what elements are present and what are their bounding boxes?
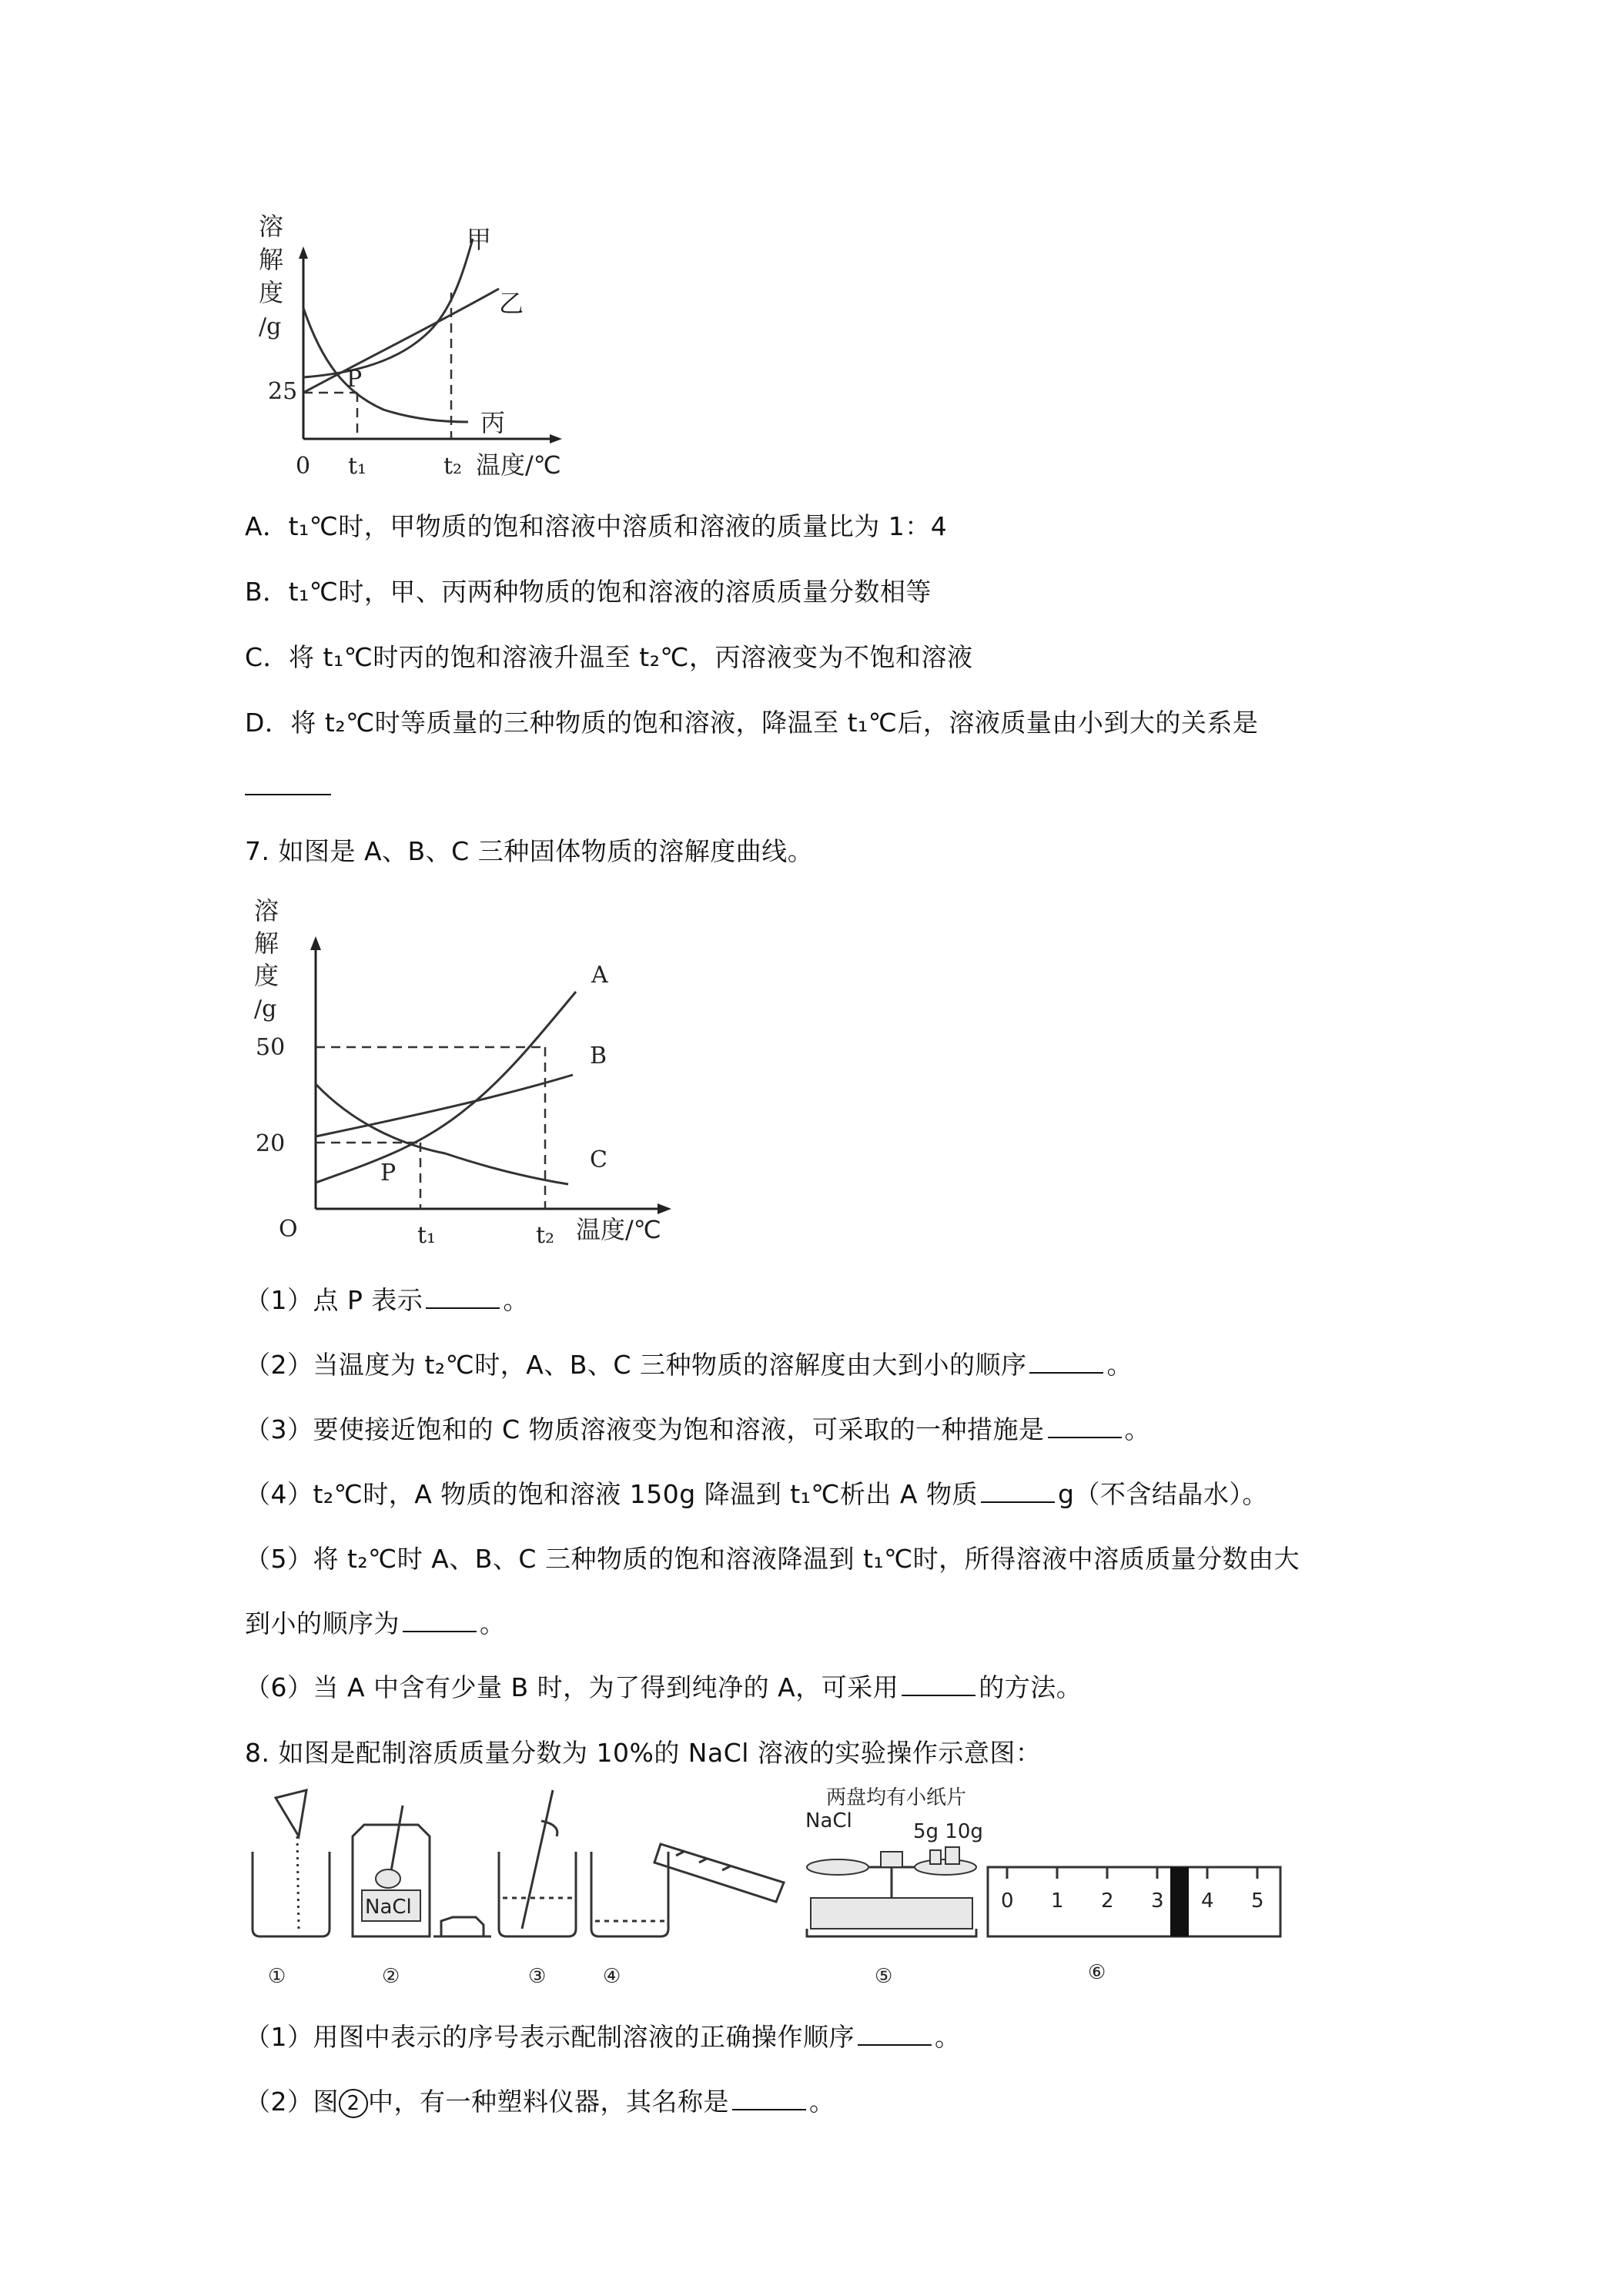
q7-sub3-blank[interactable]: [1048, 1414, 1122, 1438]
curve-jia: [303, 239, 473, 377]
q7-sub2-blank[interactable]: [1029, 1349, 1103, 1374]
q7-sub5-end: 。: [480, 1608, 506, 1638]
q8-sub2: [245, 2085, 835, 2119]
step5-balance: [805, 1786, 983, 1936]
chart2-series-c: C: [590, 1146, 607, 1173]
q7-sub2-text: （2）当温度为 t₂℃时，A、B、C 三种物质的溶解度由大到小的顺序: [245, 1350, 1027, 1380]
solubility-chart-2: [245, 892, 691, 1253]
chart1-origin: 0: [296, 453, 311, 480]
step-label-3: ③: [528, 1965, 547, 1988]
step3-beaker-stir: [499, 1790, 576, 1936]
experiment-figure: [245, 1782, 1292, 1990]
q7-sub2-end: 。: [1106, 1350, 1133, 1380]
chart1-ylabel-1: 溶: [259, 212, 284, 241]
chart2-series-a: A: [591, 962, 608, 989]
chart1-xlabel: 温度/℃: [476, 450, 561, 480]
step-label-1: ①: [268, 1965, 286, 1988]
q7-sub5-blank[interactable]: [403, 1608, 477, 1632]
chart1-ylabel-4: /g: [259, 313, 282, 340]
chart2-ytick-20: 20: [256, 1130, 286, 1157]
q7-stem: 7. 如图是 A、B、C 三种固体物质的溶解度曲线。: [245, 836, 814, 866]
q7-sub4: [245, 1478, 1268, 1511]
q7-sub6-end: 的方法。: [979, 1672, 1083, 1702]
solubility-chart-1: [245, 208, 599, 485]
chart2-xtick-t2: t₂: [536, 1222, 555, 1249]
ruler-1: 1: [1051, 1889, 1064, 1913]
chart2-series-b: B: [590, 1043, 607, 1069]
step1-beaker: [253, 1790, 330, 1936]
q7-sub6: [245, 1671, 1082, 1705]
step-label-4: ④: [603, 1965, 621, 1988]
step-label-6: ⑥: [1088, 1961, 1106, 1984]
q7-sub6-text: （6）当 A 中含有少量 B 时，为了得到纯净的 A，可采用: [245, 1672, 899, 1702]
chart2-origin: O: [279, 1216, 298, 1243]
curve-bing: [303, 308, 468, 422]
q8-sub2-end: 。: [809, 2087, 835, 2117]
chart2-xtick-t1: t₁: [417, 1222, 437, 1249]
step6-ruler: [988, 1867, 1280, 1936]
q7-sub4-blank[interactable]: [981, 1478, 1055, 1503]
q7-sub1-text: （1）点 P 表示: [245, 1285, 423, 1315]
chart2-ylabel-2: 解: [254, 929, 279, 958]
q8-sub1-text: （1）用图中表示的序号表示配制溶液的正确操作顺序: [245, 2022, 855, 2052]
q7-sub5-line2: [245, 1607, 506, 1641]
ruler-5: 5: [1251, 1889, 1264, 1913]
chart1-series-jia: 甲: [467, 225, 492, 254]
q7-sub5-line1: （5）将 t₂℃时 A、B、C 三种物质的饱和溶液降温到 t₁℃时，所得溶液中溶质质量分数由大: [245, 1544, 1300, 1574]
nacl-bottle-label: NaCl: [365, 1896, 412, 1919]
chart2-point-p: P: [380, 1160, 397, 1186]
chart2-xlabel: 温度/℃: [576, 1215, 661, 1244]
q7-sub3-text: （3）要使接近饱和的 C 物质溶液变为饱和溶液，可采取的一种措施是: [245, 1414, 1045, 1444]
q7-sub1-blank[interactable]: [426, 1284, 500, 1309]
circled-number-2: 2: [339, 2089, 368, 2118]
chart1-point-p: P: [346, 366, 363, 393]
q6-option-c: C．将 t₁℃时丙的饱和溶液升温至 t₂℃，丙溶液变为不饱和溶液: [245, 642, 973, 672]
step2-reagent-bottle: [353, 1806, 491, 1936]
q7-sub1: [245, 1284, 529, 1317]
q6-answer-blank[interactable]: [245, 794, 331, 795]
balance-weights: 5g 10g: [913, 1820, 983, 1843]
q8-sub2-text: （2）图: [245, 2087, 339, 2117]
step-label-2: ②: [382, 1965, 400, 1988]
q6-option-d: D．将 t₂℃时等质量的三种物质的饱和溶液，降温至 t₁℃后，溶液质量由小到大的关系是: [245, 708, 1259, 738]
ruler-4: 4: [1201, 1889, 1214, 1913]
q8-sub1: [245, 2020, 961, 2054]
q8-sub2-mid: 中，有一种塑料仪器，其名称是: [368, 2087, 729, 2117]
ruler-3: 3: [1151, 1889, 1164, 1913]
chart1-series-yi: 乙: [499, 289, 524, 318]
chart2-ytick-50: 50: [256, 1034, 286, 1061]
q7-sub3-end: 。: [1124, 1414, 1151, 1444]
step4-cylinder-pour: [591, 1844, 784, 1936]
q8-sub1-end: 。: [935, 2022, 961, 2052]
ruler-0: 0: [1001, 1889, 1014, 1913]
q7-sub4-end: g（不含结晶水）。: [1057, 1479, 1268, 1509]
chart1-ylabel-3: 度: [259, 278, 284, 307]
q7-sub1-end: 。: [503, 1285, 529, 1315]
q7-sub3: [245, 1413, 1150, 1447]
ruler-2: 2: [1101, 1889, 1114, 1913]
balance-nacl: NaCl: [805, 1809, 852, 1832]
q8-sub1-blank[interactable]: [858, 2021, 932, 2046]
q8-stem: 8. 如图是配制溶质质量分数为 10%的 NaCl 溶液的实验操作示意图：: [245, 1738, 1042, 1768]
chart2-ylabel-3: 度: [254, 961, 279, 990]
q7-sub4-text: （4）t₂℃时，A 物质的饱和溶液 150g 降温到 t₁℃析出 A 物质: [245, 1479, 978, 1509]
chart2-ylabel-4: /g: [254, 996, 277, 1022]
q6-option-b: B．t₁℃时，甲、丙两种物质的饱和溶液的溶质质量分数相等: [245, 577, 932, 607]
q7-sub6-blank[interactable]: [902, 1672, 975, 1696]
chart1-ylabel-2: 解: [259, 245, 284, 274]
chart1-ytick-25: 25: [268, 378, 298, 405]
chart1-series-bing: 丙: [480, 408, 506, 437]
balance-note: 两盘均有小纸片: [826, 1786, 967, 1809]
q7-sub5-text: 到小的顺序为: [245, 1608, 400, 1638]
curve-yi: [303, 289, 499, 393]
q7-sub2: [245, 1348, 1133, 1382]
q8-sub2-blank[interactable]: [732, 2086, 806, 2110]
q6-option-a: A．t₁℃时，甲物质的饱和溶液中溶质和溶液的质量比为 1：4: [245, 511, 948, 541]
step-label-5: ⑤: [875, 1965, 893, 1988]
curve-b: [316, 1075, 573, 1136]
chart1-xtick-t2: t₂: [443, 453, 463, 480]
chart2-ylabel-1: 溶: [254, 896, 279, 925]
chart1-xtick-t1: t₁: [348, 453, 367, 480]
